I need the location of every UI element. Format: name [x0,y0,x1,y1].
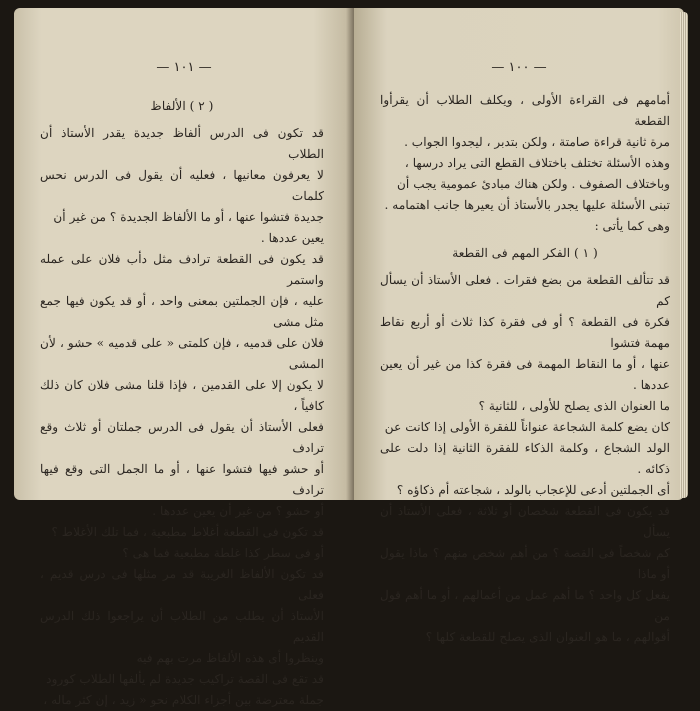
text-line: قد تكون الألفاظ الغريبة قد مر مثلها فى درس قديم ، فعلى [40,567,324,602]
page-number: — ١٠١ — [156,60,212,75]
text-line: الأستاذ أن يطلب من الطلاب أن يراجعوا ذلك الدرس القديم [40,609,324,644]
text-line: مرة ثانية قراءة صامتة ، ولكن بتدبر ، ليجدوا الجواب . [404,135,670,149]
text-line: أى الجملتين أدعى للإعجاب بالولد ، شجاعته أم ذكاؤه ؟ [396,483,670,497]
text-line: وباختلاف الصفوف . ولكن هناك مبادئ عمومية يجب أن [396,177,670,191]
text-line: قد تقع فى القصة تراكيب جديدة لم يألفها الطلاب كورود [46,672,324,686]
text-line: يعين عددها . [260,231,324,245]
text-line: قد تكون فى القطعة أغلاط مطبعية ، فما تلك الأغلاط ؟ [51,525,324,539]
text-line: قد تتألف القطعة من بضع فقرات . فعلى الأستاذ أن يسأل كم [380,273,670,308]
page-edges [680,12,688,498]
page-text [40,90,324,711]
text-line: قد يكون فى القطعة شخصان أو ثلاثة ، فعلى الأستاذ أن يسأل [380,504,670,539]
text-line: لا يعرفون معانيها ، فعليه أن يقول فى الدرس نحس كلمات [40,168,324,203]
text-line: كان يضع كلمة الشجاعة عنواناً للفقرة الأولى إذا كانت عن [384,420,670,434]
text-line: فعلى الأستاذ أن يقول فى الدرس جملتان أو ثلاث وقع ترادف [40,420,324,455]
text-line: ما العنوان الذى يصلح للأولى ، للثانية ؟ [478,399,670,413]
text-line: أو حشو ؟ من غير أن يعين عددها . [152,504,324,518]
text-line: كم شخصاً فى القصة ؟ من أهم شخص منهم ؟ ماذا يقول أو ماذا [380,546,670,581]
right-page [354,8,684,644]
page-number: — ١٠٠ — [491,60,547,75]
left-page [14,8,354,707]
open-book [14,8,690,707]
text-line: عنها ، أو ما النقاط المهمة فى فقرة كذا من غير أن يعين عددها . [380,357,670,392]
text-line: وهى كما يأتى : [594,219,670,233]
text-line: تبنى الأسئلة عليها يجدر بالأستاذ أن يعيرها جانب اهتمامه . [384,198,670,212]
text-line: جديدة فتشوا عنها ، أو ما الألفاظ الجديدة ؟ من غير أن [53,210,324,224]
text-line: أو حشو فيها فتشوا عنها ، أو ما الجمل التى وقع فيها ترادف [40,462,324,497]
page-text [380,90,670,648]
section-heading: ( ١ ) الفكر المهم فى القطعة [452,246,598,260]
section-heading: ( ٢ ) الألفاظ [150,99,214,113]
text-line: قد يكون فى القطعة ترادف مثل دأب فلان على عمله واستمر [40,252,324,287]
text-line: عليه ، فإن الجملتين بمعنى واحد ، أو قد يكون فيها جمع مثل مشى [40,294,324,329]
text-line: أمامهم فى القراءة الأولى ، ويكلف الطلاب أن يقرأوا القطعة [380,93,670,128]
text-line: يفعل كل واحد ؟ ما أهم عمل من أعمالهم ، أو ما أهم قول من [380,588,670,623]
text-line: جملة معترضة بين أجزاء الكلام نحو « زيد ، إن كثر ماله ، [43,693,324,707]
text-line: الولد الشجاع ، وكلمة الذكاء للفقرة الثانية إذا دلت على ذكائه . [380,441,670,476]
text-line: فكرة فى القطعة ؟ أو فى فقرة كذا ثلاث أو أربع نقاط مهمة فتشوا [380,315,670,350]
text-line: أقوالهم ، ما هو العنوان الذى يصلح للقطعة كلها ؟ [425,630,670,644]
text-line: وينظروا أى هذه الألفاظ مرت بهم فيه [136,651,324,665]
text-line: قد تكون فى الدرس ألفاظ جديدة يقدر الأستاذ أن الطلاب [40,126,324,161]
text-line: وهذه الأسئلة تختلف باختلاف القطع التى يراد درسها ، [404,156,670,170]
text-line: أو فى سطر كذا غلطة مطبعية فما هى ؟ [122,546,324,560]
text-line: لا يكون إلا على القدمين ، فإذا قلنا مشى فلان كان ذلك كافياً ، [40,378,324,413]
text-line: فلان على قدميه ، فإن كلمتى « على قدميه » حشو ، لأن المشى [40,336,324,371]
